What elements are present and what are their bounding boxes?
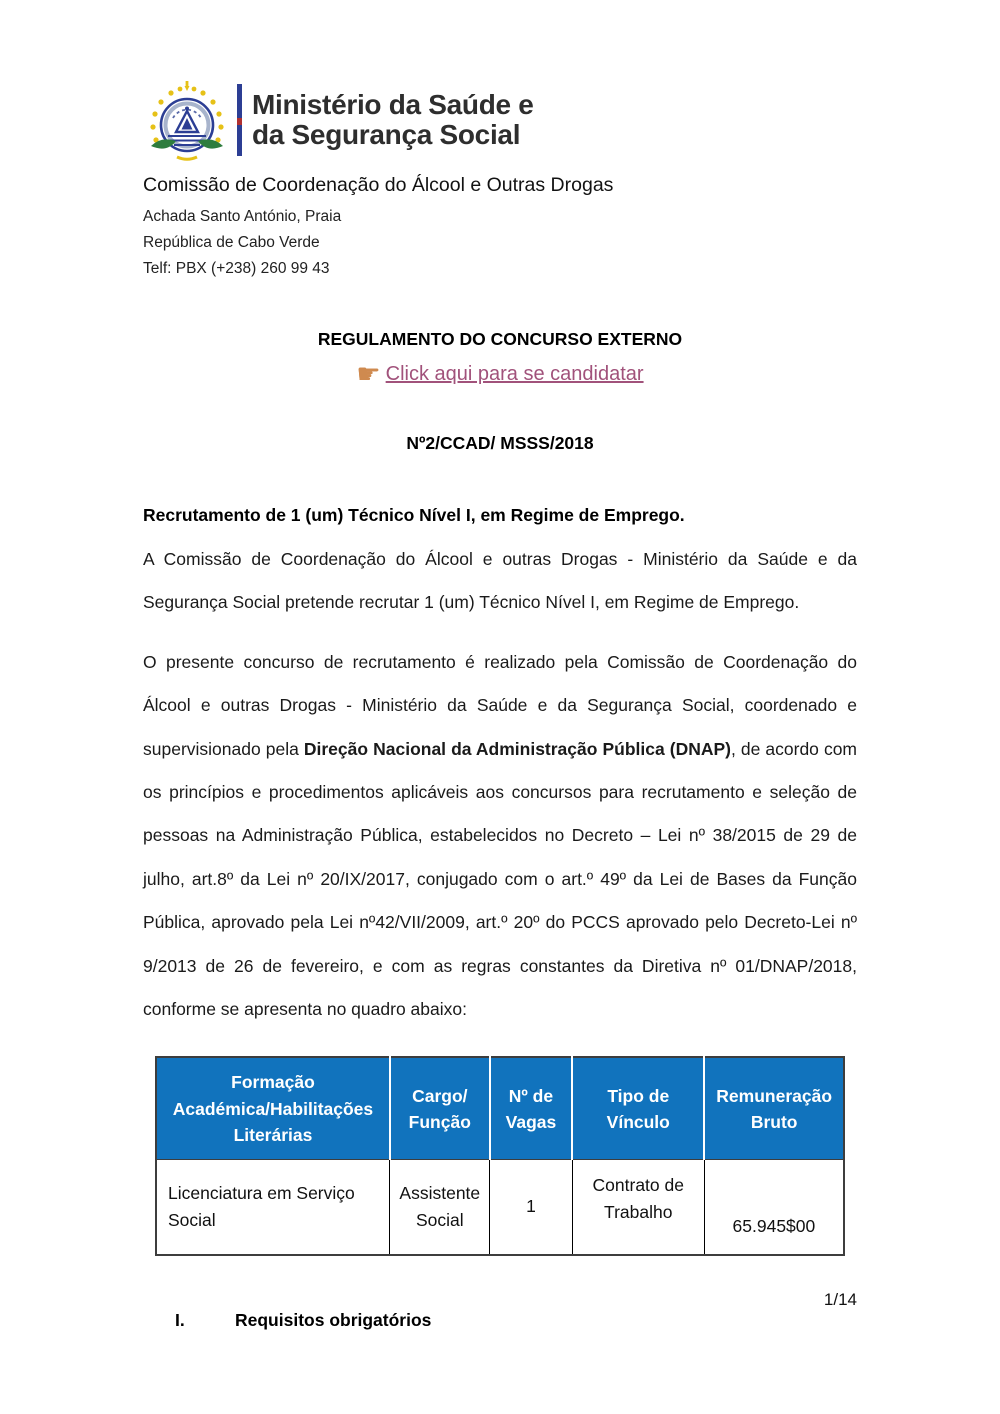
- section-heading: [143, 1310, 857, 1331]
- table-header-row: [156, 1057, 844, 1159]
- dnap-bold-text: Direção Nacional da Administração Pública (DNAP): [303, 738, 731, 759]
- cell-remuneracao: 65.945$00: [704, 1160, 844, 1255]
- ministry-logo: [147, 80, 857, 164]
- address-block: [143, 204, 857, 282]
- legal-paragraph-part2: , de acordo com os princípios e procedimentos aplicáveis aos concursos para recrutamento e seleção de pessoas na Administração Pública, estabelecidos no Decreto – Lei nº 38/2015 de 29 de julho, art.8º da Lei nº 20/IX/2017, conjugado com o art.º 49º da Lei de Bases da Função Pública, aprovado pela Lei nº42/VII/2009, art.º 20º do PCCS aprovado pelo Decreto-Lei nº 9/2013 de 26 de fevereiro, e com as regras constantes da Diretiva nº 01/DNAP/2018, conforme se apresenta no quadro abaixo:: [143, 738, 857, 1019]
- address-line: Achada Santo António, Praia: [143, 208, 342, 225]
- column-header-vagas: Nº de Vagas: [490, 1057, 573, 1159]
- apply-line: [143, 359, 857, 390]
- column-header-remuneracao: Remuneração Bruto: [704, 1057, 844, 1159]
- section-numeral: I.: [175, 1309, 185, 1330]
- document-reference: Nº2/CCAD/ MSSS/2018: [406, 433, 594, 454]
- apply-link[interactable]: Click aqui para se candidatar: [385, 363, 644, 386]
- ministry-name-line1: Ministério da Saúde e: [252, 89, 534, 120]
- cabo-verde-emblem-icon: [147, 80, 227, 164]
- page-number: 1/14: [823, 1290, 857, 1309]
- intro-paragraph: A Comissão de Coordenação do Álcool e outras Drogas - Ministério da Saúde e da Segurança Social pretende recrutar 1 (um) Técnico Nível I, em Regime de Emprego.: [143, 549, 857, 613]
- cell-cargo: Assistente Social: [390, 1160, 490, 1255]
- phone-line: Telf: PBX (+238) 260 99 43: [143, 260, 330, 278]
- vacancy-table: [155, 1056, 845, 1255]
- address-line: República de Cabo Verde: [143, 234, 320, 252]
- document-title: REGULAMENTO DO CONCURSO EXTERNO: [317, 329, 683, 350]
- recruitment-heading: Recrutamento de 1 (um) Técnico Nível I, em Regime de Emprego.: [143, 505, 685, 526]
- organization-name: Comissão de Coordenação do Álcool e Outras Drogas: [143, 174, 614, 196]
- column-header-vinculo: Tipo de Vínculo: [572, 1057, 704, 1159]
- cell-vinculo: Contrato de Trabalho: [572, 1160, 704, 1255]
- pointing-hand-icon: ☛: [356, 359, 381, 391]
- section-label: Requisitos obrigatórios: [235, 1309, 432, 1330]
- logo-divider-bar: [237, 84, 242, 156]
- legal-paragraph: [143, 641, 857, 1032]
- ministry-name-line2: da Segurança Social: [252, 118, 521, 150]
- ministry-name: [252, 90, 534, 150]
- cell-vagas: 1: [490, 1160, 573, 1255]
- cell-formacao: Licenciatura em Serviço Social: [156, 1160, 390, 1255]
- legal-paragraph-part1: O presente concurso de recrutamento é realizado pela Comissão de Coordenação do Álcool e outras Drogas - Ministério da Saúde e da Segurança Social, coordenado e supervisionado pela: [143, 651, 857, 759]
- column-header-cargo: Cargo/ Função: [390, 1057, 490, 1159]
- column-header-formacao: Formação Académica/Habilitações Literárias: [156, 1057, 390, 1159]
- table-row: [156, 1160, 844, 1255]
